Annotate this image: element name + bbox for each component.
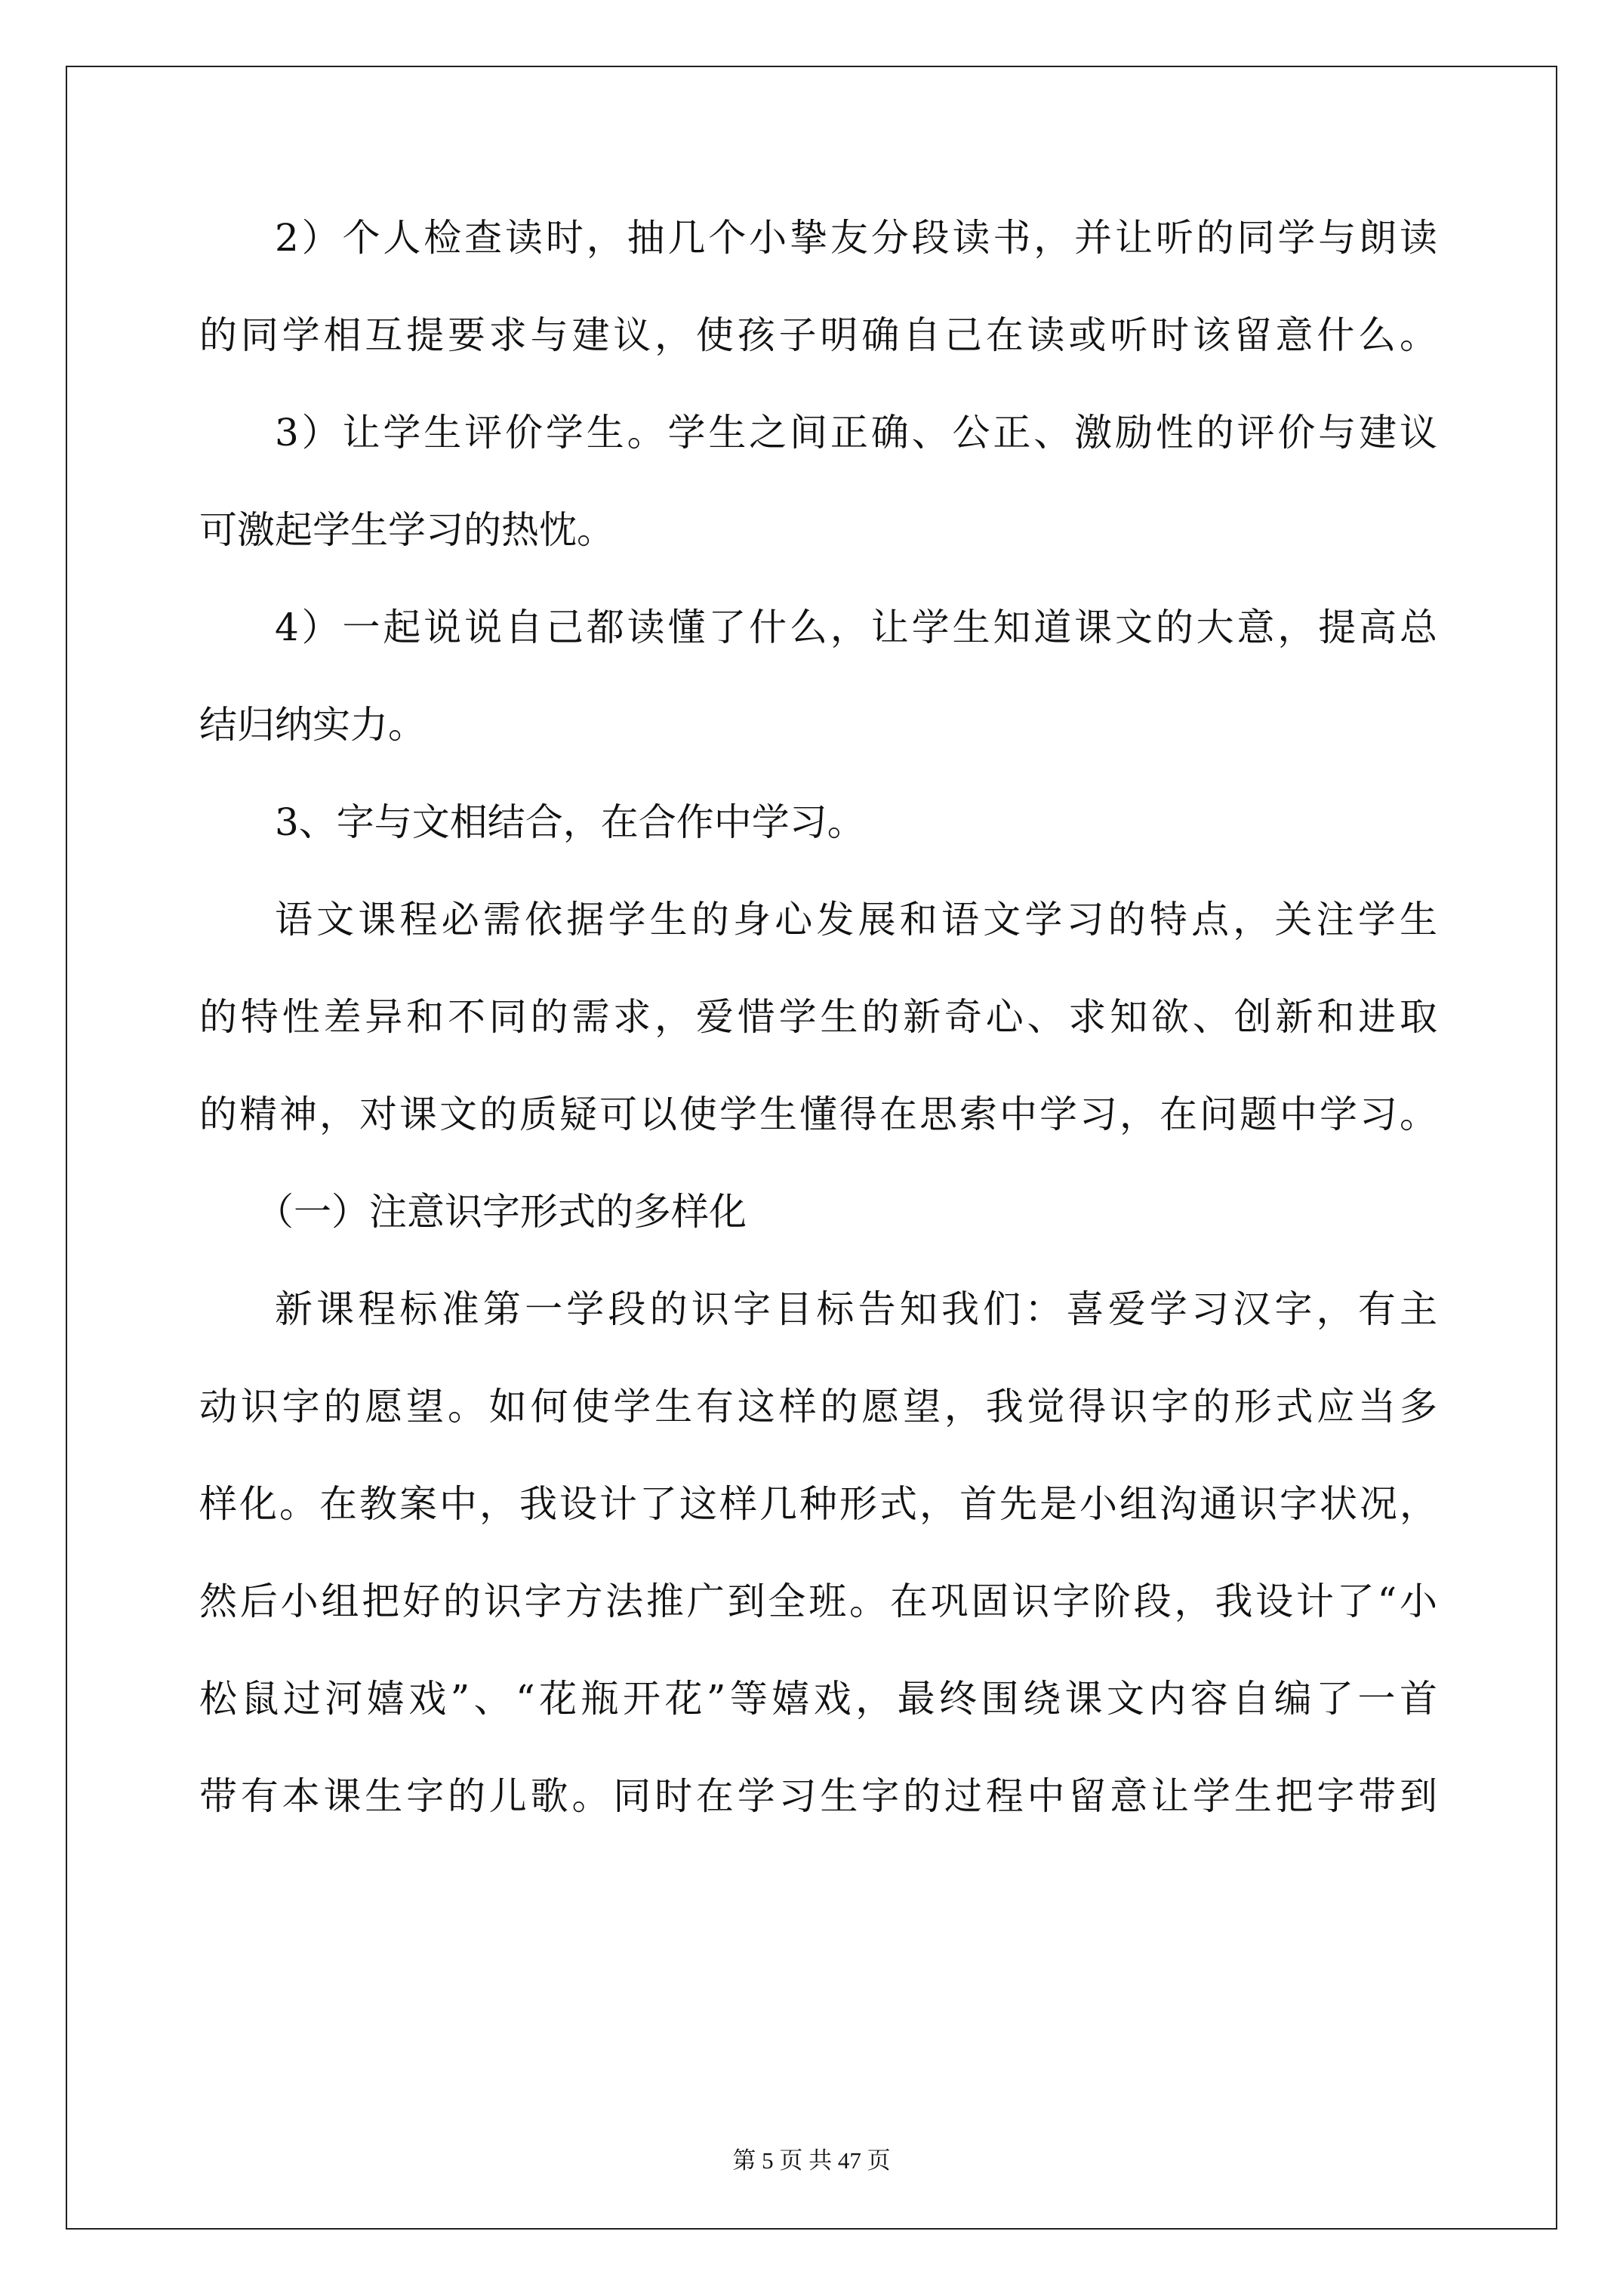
text-line: 语文课程必需依据学生的身心发展和语文学习的特点，关注学生 [275, 898, 1437, 942]
text-line: 然后小组把好的识字方法推广到全班。在巩固识字阶段，我设计了“小 [199, 1579, 1437, 1623]
text-line: 3）让学生评价学生。学生之间正确、公正、激励性的评价与建议 [275, 411, 1437, 455]
section-heading: 3、字与文相结合，在合作中学习。 [275, 800, 865, 844]
document-body [199, 216, 1437, 1875]
text-line: 新课程标准第一学段的识字目标告知我们：喜爱学习汉字，有主 [275, 1287, 1437, 1331]
text-line: 样化。在教案中，我设计了这样几种形式，首先是小组沟通识字状况， [199, 1482, 1437, 1526]
text-line: 的精神，对课文的质疑可以使学生懂得在思索中学习，在问题中学习。 [199, 1093, 1437, 1136]
text-line: 的同学相互提要求与建议，使孩子明确自己在读或听时该留意什么。 [199, 313, 1437, 357]
text-line: 可激起学生学习的热忱。 [199, 508, 614, 552]
subsection-heading: （一）注意识字形式的多样化 [256, 1190, 747, 1234]
text-line: 带有本课生字的儿歌。同时在学习生字的过程中留意让学生把字带到 [199, 1774, 1437, 1818]
text-line: 2）个人检查读时，抽几个小挚友分段读书，并让听的同学与朗读 [275, 216, 1437, 260]
page-number-footer: 第 5 页 共 47 页 [732, 2147, 891, 2174]
text-line: 4）一起说说自己都读懂了什么，让学生知道课文的大意，提高总 [275, 606, 1437, 649]
text-line: 动识字的愿望。如何使学生有这样的愿望，我觉得识字的形式应当多 [199, 1385, 1437, 1428]
text-line: 结归纳实力。 [199, 703, 426, 747]
text-line: 松鼠过河嬉戏”、“花瓶开花”等嬉戏，最终围绕课文内容自编了一首 [199, 1677, 1437, 1721]
text-line: 的特性差异和不同的需求，爱惜学生的新奇心、求知欲、创新和进取 [199, 995, 1437, 1039]
